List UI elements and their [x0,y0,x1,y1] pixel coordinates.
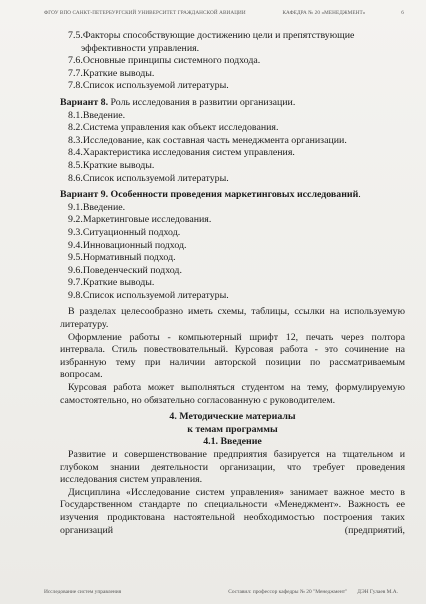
paragraph-line: вопросам. [60,369,103,381]
list-item: 9.3.Ситуационный подход. [68,226,181,238]
list-item: 7.7.Краткие выводы. [68,67,155,79]
variant-8-list [60,110,405,186]
paragraph-line: глубоком знании деятельности организации, что требует проведения [60,461,405,473]
list-item: 9.8.Список используемой литературы. [68,289,229,301]
header-department: КАФЕДРА № 20 «МЕНЕДЖМЕНТ» [282,10,366,16]
list-item: 8.4.Характеристика исследования систем управления. [68,147,295,159]
paragraph-line: самостоятельно, но обязательно согласованную с руководителем. [60,394,336,406]
variant-9-list [60,202,405,303]
footer-course-title: Исследование систем управления [44,589,122,595]
list-item: 9.4.Инновационный подход. [68,239,187,251]
page-number: 6 [401,10,404,16]
notes-section [60,306,405,407]
paragraph-line: Курсовая работа может выполняться студентом на тему, формулируемую [68,382,405,394]
footer-author: Составил: профессор кафедры № 20 "Менеджмент" [228,589,348,595]
list-item: 9.6.Поведенческий подход. [68,264,182,276]
section-heading: к темам программы [187,423,278,435]
variant-9-title-end: . [358,189,361,201]
list-item: 9.2.Маркетинговые исследования. [68,214,212,226]
page-header [44,10,404,16]
footer-author-name: ДЭН Гулаев М.А. [357,589,398,595]
list-item: 7.8.Список используемой литературы. [68,80,229,92]
list-item: 9.1.Введение. [68,201,126,213]
list-item: 8.5.Краткие выводы. [68,159,155,171]
paragraph-fragment: организаций [60,524,114,536]
list-item: 8.1.Введение. [68,109,126,121]
paragraph-fragment: (предприятий, [344,524,405,536]
subsection-heading: 4.1. Введение [203,436,262,448]
header-institution: ФГОУ ВПО САНКТ-ПЕТЕРБУРГСКИЙ УНИВЕРСИТЕТ ГРАЖДАНСКОЙ АВИАЦИИ [44,10,246,16]
variant-9-heading [60,189,405,202]
paragraph-line: литературу. [60,319,109,331]
list-item: 8.6.Список используемой литературы. [68,172,229,184]
paragraph-line [60,525,405,538]
variant-8-title: Роль исследования в развитии организации. [108,96,296,108]
list-item: 8.3.Исследование, как составная часть менеджмента организации. [68,134,347,146]
variant-9-label: Вариант 9. [60,189,109,201]
variant-8-label: Вариант 8. [60,96,109,108]
section-heading: 4. Методические материалы [169,411,296,423]
paragraph-line: изучения продиктована настоятельной необходимостью построения таких [60,511,405,523]
variant-9-title: Особенности проведения маркетинговых исследований [108,189,359,201]
list-item: 9.7.Краткие выводы. [68,277,155,289]
page-footer [44,589,398,595]
variant-8-heading [60,97,405,110]
paragraph-line: интервала. Стиль повествовательный. Курсовая работа - это сочинение на [60,344,405,356]
list-item: 9.5.Нормативный подход. [68,252,176,264]
list-item: 7.6.Основные принципы системного подхода. [68,55,261,67]
paragraph-line: избранную тему при наличии авторской позиции по рассматриваемым [60,356,405,368]
list-item-continuation: эффективности управления. [81,42,200,54]
section-4 [60,411,405,537]
list-item: 8.2.Система управления как объект исследования. [68,122,279,134]
paragraph-line: Государственном стандарте по специальности «Менеджмент». Важность ее [60,499,405,511]
paragraph-line: Оформление работы - компьютерный шрифт 12, печать через полтора [68,331,405,343]
page-body [60,30,405,537]
paragraph-line: Развитие и совершенствование предприятия базируется на тщательном и [68,449,405,460]
paragraph-line: Дисциплина «Исследование систем управления» занимает важное место в [68,486,405,498]
list-item: 7.5.Факторы способствующие достижению цели и препятствующие [68,30,355,41]
paragraph-line: В разделах целесообразно иметь схемы, таблицы, ссылки на используемую [68,306,405,318]
paragraph-line: исследования систем управления. [60,474,203,486]
